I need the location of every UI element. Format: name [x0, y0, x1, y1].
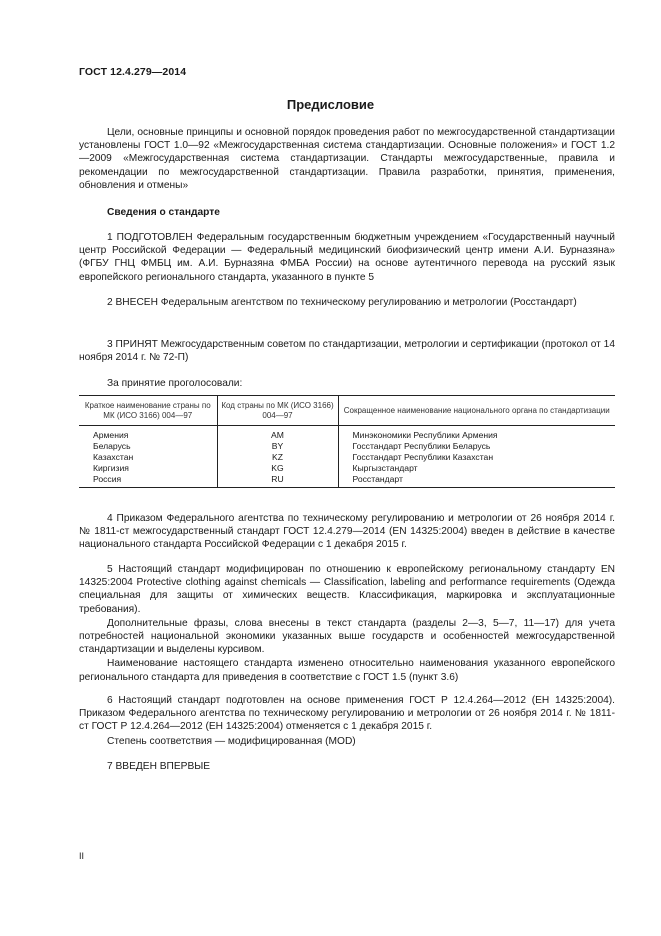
- code-cell: KZ: [217, 452, 338, 463]
- item-5-para-3: Наименование настоящего стандарта изменено относительно наименования указанного европейского регионального стандарта для приведения в соответствие с ГОСТ 1.5 (пункт 3.6): [79, 658, 615, 683]
- table-row: [79, 426, 615, 442]
- body-cell: Госстандарт Республики Казахстан: [338, 452, 615, 463]
- country-cell: Армения: [93, 430, 129, 440]
- item-1-text: 1 ПОДГОТОВЛЕН Федеральным государственным бюджетным учреждением «Государственный научный центр Российской Федерации — Федеральный медицинский биофизический центр имени А.И. Бурназяна» (ФГБУ ГНЦ ФМБЦ им. А.И. Бурназяна ФМБА России) на основе аутентичного перевода на русский язык европейского регионального стандарта, указанного в пункте 5: [79, 232, 615, 283]
- item-5-para-1: 5 Настоящий стандарт модифицирован по отношению к европейскому региональному стандарту EN 14325:2004 Protective clothing against chemicals — Classification, labeling and performance requirements (Одежда специальная для защиты от химических веществ. Классификация, маркировка и эксплуатационные требования).: [79, 564, 615, 615]
- table-row: [79, 441, 615, 452]
- voting-table: [79, 395, 615, 488]
- table-row: [79, 452, 615, 463]
- table-row: [79, 474, 615, 488]
- body-cell: Госстандарт Республики Беларусь: [338, 441, 615, 452]
- document-header: ГОСТ 12.4.279—2014: [79, 66, 187, 78]
- code-cell: RU: [217, 474, 338, 488]
- item-6-para-2: Степень соответствия — модифицированная (MOD): [107, 735, 356, 747]
- table-header-row: [79, 396, 615, 426]
- item-1: [79, 231, 615, 284]
- body-cell: Минэкономики Республики Армения: [338, 426, 615, 442]
- table-header-code: Код страны по МК (ИСО 3166) 004—97: [217, 396, 338, 426]
- item-3: [79, 338, 615, 364]
- body-cell: Росстандарт: [338, 474, 615, 488]
- vote-label: За принятие проголосовали:: [107, 378, 243, 389]
- country-cell: Киргизия: [93, 463, 129, 473]
- country-cell: Казахстан: [93, 452, 134, 462]
- item-6: [79, 694, 615, 748]
- item-5: [79, 563, 615, 684]
- body-cell: Кыргызстандарт: [338, 463, 615, 474]
- table-header-body: Сокращенное наименование национального органа по стандартизации: [338, 396, 615, 426]
- country-cell: Россия: [79, 474, 217, 488]
- item-6-para-1: 6 Настоящий стандарт подготовлен на основе применения ГОСТ Р 12.4.264—2012 (ЕН 14325:2004). Приказом Федерального агентства по техническому регулированию и метрологии от 26 ноября 2014 г. № 1811-ст ГОСТ Р 12.4.264—2012 (ЕН 14325:2004) отменяется с 1 декабря 2015 г.: [79, 695, 615, 733]
- item-5-para-2: Дополнительные фразы, слова внесены в текст стандарта (разделы 2—3, 5—7, 11—17) для учета потребностей национальной экономики указанных выше государств и особенностей межгосударственной стандартизации и выделены курсивом.: [79, 617, 615, 656]
- item-4: [79, 512, 615, 552]
- country-cell: Беларусь: [93, 441, 131, 451]
- table-header-country: Краткое наименование страны по МК (ИСО 3166) 004—97: [79, 396, 217, 426]
- intro-paragraph: [79, 126, 615, 192]
- item-4-text: 4 Приказом Федерального агентства по техническому регулированию и метрологии от 26 ноября 2014 г. № 1811-ст межгосударственный стандарт ГОСТ 12.4.279—2014 (EN 14325:2004) введен в действие в качестве национального стандарта Российской Федерации с 1 декабря 2015 г.: [79, 513, 615, 551]
- item-7-text: 7 ВВЕДЕН ВПЕРВЫЕ: [107, 761, 211, 772]
- page-title: Предисловие: [286, 97, 375, 112]
- intro-text: Цели, основные принципы и основной порядок проведения работ по межгосударственной стандартизации установлены ГОСТ 1.0—92 «Межгосударственная система стандартизации. Основные положения» и ГОСТ 1.2—2009 «Межгосударственная система стандартизации. Стандарты межгосударственные, правила и рекомендации по межгосударственной стандартизации. Правила разработки, принятия, применения, обновления и отмены»: [79, 127, 615, 191]
- table-row: [79, 463, 615, 474]
- item-2: [79, 296, 615, 309]
- code-cell: BY: [217, 441, 338, 452]
- code-cell: KG: [217, 463, 338, 474]
- section-title: Сведения о стандарте: [107, 207, 220, 218]
- item-2-text: 2 ВНЕСЕН Федеральным агентством по техническому регулированию и метрологии (Росстандарт): [107, 297, 577, 308]
- code-cell: AM: [217, 426, 338, 442]
- item-3-text: 3 ПРИНЯТ Межгосударственным советом по стандартизации, метрологии и сертификации (протокол от 14 ноября 2014 г. № 72-П): [79, 339, 615, 364]
- page-number: II: [79, 851, 85, 861]
